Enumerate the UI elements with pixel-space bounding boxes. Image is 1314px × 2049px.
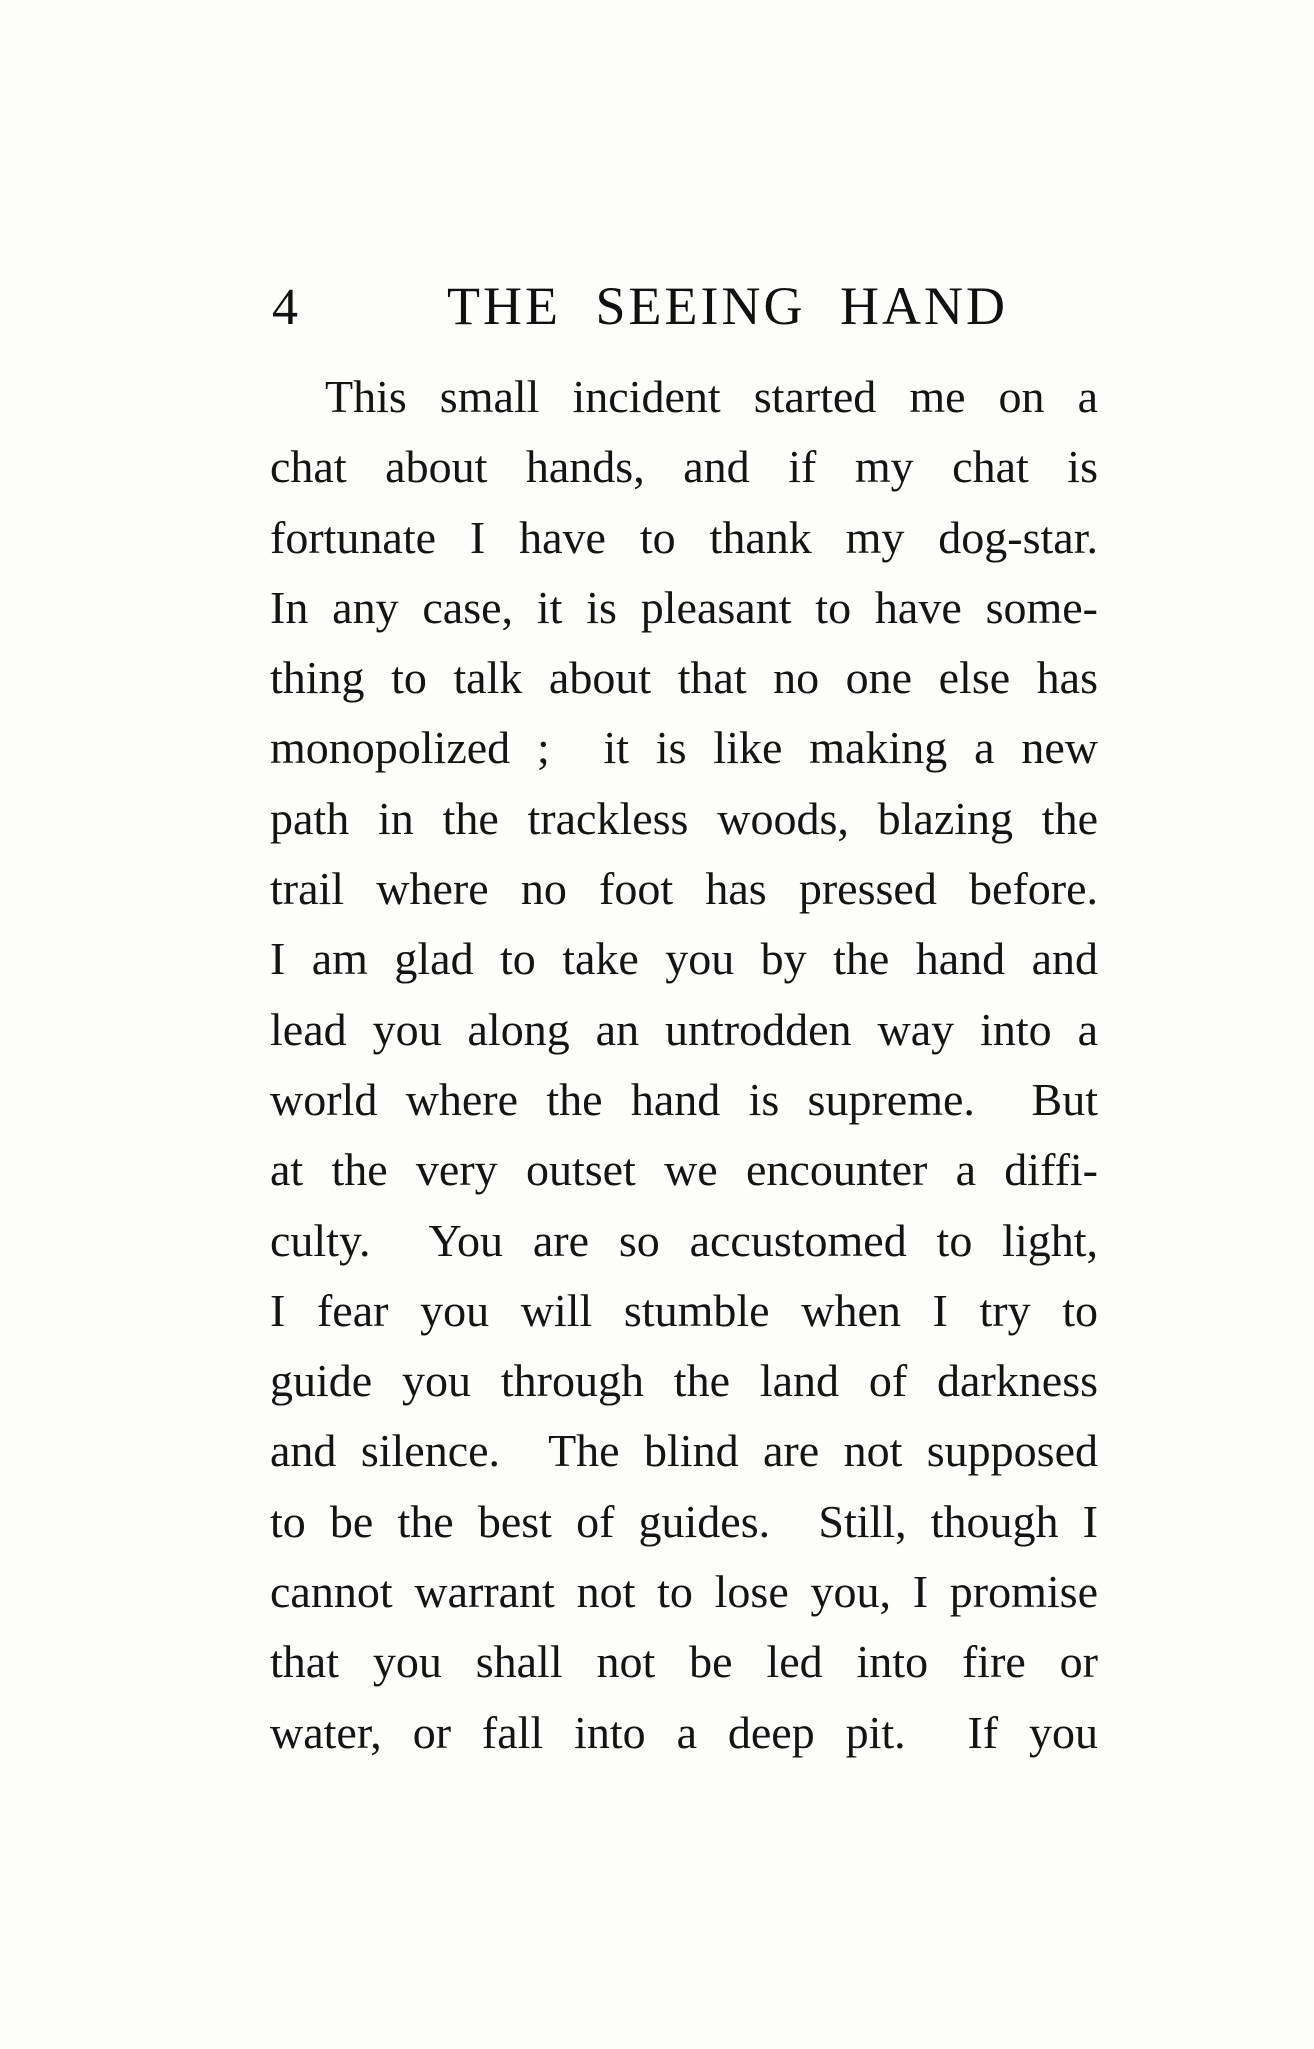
text-line: I am glad to take you by the hand and <box>270 933 1098 985</box>
text-line: cannot warrant not to lose you, I promise <box>270 1566 1098 1618</box>
text-line: I fear you will stumble when I try to <box>270 1284 1098 1336</box>
running-head-title: THE SEEING HAND <box>447 276 1008 336</box>
text-line: world where the hand is supreme. But <box>270 1073 1098 1125</box>
text-line: culty. You are so accustomed to light, <box>270 1214 1098 1266</box>
text-line: In any case, it is pleasant to have some- <box>270 581 1098 633</box>
text-line: fortunate I have to thank my dog-star. <box>270 511 1098 563</box>
text-line: monopolized ; it is like making a new <box>270 722 1098 774</box>
body-text-block <box>270 362 1098 1768</box>
text-line: and silence. The blind are not supposed <box>270 1425 1098 1477</box>
text-line: water, or fall into a deep pit. If you <box>270 1706 1098 1758</box>
text-line: that you shall not be led into fire or <box>270 1636 1098 1688</box>
text-line: This small incident started me on a <box>325 371 1098 422</box>
text-line: thing to talk about that no one else has <box>270 652 1098 704</box>
text-line: path in the trackless woods, blazing the <box>270 792 1098 844</box>
text-line: lead you along an untrodden way into a <box>270 1003 1098 1055</box>
text-line: chat about hands, and if my chat is <box>270 441 1098 493</box>
text-line: trail where no foot has pressed before. <box>270 863 1098 915</box>
text-line: at the very outset we encounter a diffi- <box>270 1144 1098 1196</box>
page-number: 4 <box>272 279 298 336</box>
text-line: guide you through the land of darkness <box>270 1355 1098 1407</box>
text-line: to be the best of guides. Still, though I <box>270 1495 1098 1547</box>
